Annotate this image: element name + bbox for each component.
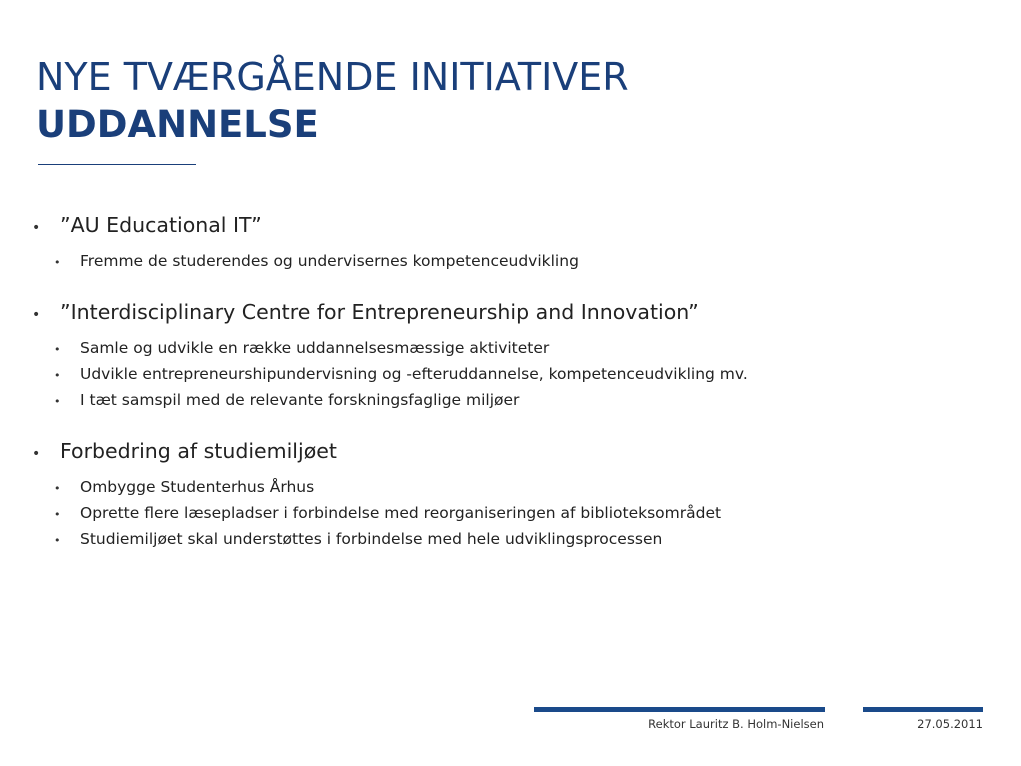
- sub-bullet-list: [32, 336, 992, 414]
- bullet-text: Fremme de studerendes og undervisernes kompetenceudvikling: [80, 252, 579, 270]
- sub-bullet-list: [32, 249, 992, 275]
- bullet-dot-icon: •: [54, 395, 61, 408]
- bullet-text: Ombygge Studenterhus Århus: [80, 478, 315, 496]
- bullet-level2: [32, 249, 992, 275]
- bullet-level1: [32, 436, 992, 469]
- bullet-dot-icon: •: [54, 343, 61, 356]
- bullet-text: I tæt samspil med de relevante forskningsfaglige miljøer: [80, 391, 520, 409]
- bullet-text: Oprette flere læsepladser i forbindelse med reorganiseringen af biblioteksområdet: [80, 504, 722, 522]
- bullet-text: Studiemiljøet skal understøttes i forbindelse med hele udviklingsprocessen: [80, 530, 663, 548]
- sub-bullet-list: [32, 475, 992, 553]
- footer-author: Rektor Lauritz B. Holm-Nielsen: [648, 717, 824, 731]
- bullet-level1: [32, 210, 992, 243]
- bullet-text: Udvikle entrepreneurshipundervisning og -efteruddannelse, kompetenceudvikling mv.: [80, 365, 748, 383]
- footer-bar-right: [863, 707, 983, 712]
- slide-title-line1: NYE TVÆRGÅENDE INITIATIVER: [36, 55, 629, 99]
- section-heading: ”AU Educational IT”: [60, 213, 262, 237]
- bullet-text: Samle og udvikle en række uddannelsesmæssige aktiviteter: [80, 339, 550, 357]
- section-heading: ”Interdisciplinary Centre for Entrepreneurship and Innovation”: [60, 300, 699, 324]
- bullet-level2: [32, 501, 992, 527]
- slide-content: [32, 210, 992, 575]
- bullet-level2: [32, 475, 992, 501]
- bullet-level2: [32, 527, 992, 553]
- section-studiemiljoe: [32, 436, 992, 553]
- bullet-level2: [32, 362, 992, 388]
- footer-bar-left: [534, 707, 825, 712]
- bullet-dot-icon: •: [32, 446, 41, 462]
- title-divider: [38, 164, 196, 165]
- section-heading: Forbedring af studiemiljøet: [60, 439, 337, 463]
- bullet-level2: [32, 388, 992, 414]
- bullet-dot-icon: •: [54, 508, 61, 521]
- bullet-level1: [32, 297, 992, 330]
- bullet-dot-icon: •: [32, 220, 41, 236]
- slide-title-line2: UDDANNELSE: [36, 103, 319, 146]
- bullet-level2: [32, 336, 992, 362]
- bullet-dot-icon: •: [54, 369, 61, 382]
- section-entrepreneurship-centre: [32, 297, 992, 414]
- bullet-dot-icon: •: [54, 256, 61, 269]
- bullet-dot-icon: •: [54, 482, 61, 495]
- footer-date: 27.05.2011: [917, 717, 983, 731]
- bullet-dot-icon: •: [54, 534, 61, 547]
- section-au-educational-it: [32, 210, 992, 275]
- bullet-dot-icon: •: [32, 307, 41, 323]
